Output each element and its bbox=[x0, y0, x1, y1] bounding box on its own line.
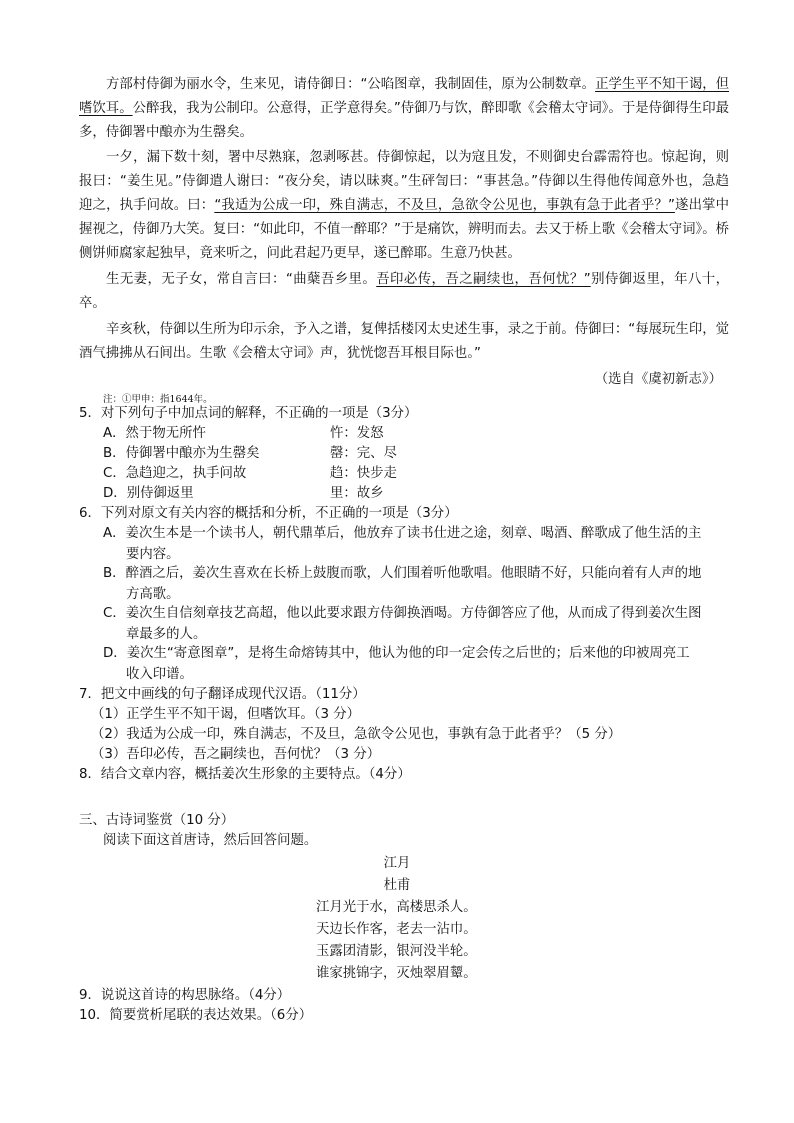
q7-item-1: （1）正学生平不知干谒，但嗜饮耳。（3 分） bbox=[91, 707, 361, 722]
poem-line-3: 玉露团清影，银河没半轮。 bbox=[316, 944, 477, 959]
q5-option-b: B．侍御署中酿亦为生罄矣 bbox=[103, 446, 260, 461]
underlined-sentence-1: 正学生平不知干谒，但嗜饮耳。 bbox=[79, 77, 730, 116]
question-9-stem: 9．说说这首诗的构思脉络。（4分） bbox=[79, 988, 291, 1003]
q6-option-b bbox=[103, 564, 725, 605]
q6-option-c bbox=[103, 604, 725, 645]
option-line: B．醉酒之后，姜次生喜欢在长桥上鼓腹而歌，人们围着听他歌唱。他眼睛不好，只能向着有人声的地 bbox=[103, 566, 702, 581]
option-line: D．姜次生“寄意图章”，是将生命熔铸其中，他认为他的印一定会传之后世的；后来他的印被周亮工 bbox=[103, 646, 690, 661]
option-line: C．姜次生自信刻章技艺高超，他以此要求跟方侍御换酒喝。方侍御答应了他，从而成了得到姜次生图 bbox=[103, 606, 702, 621]
paragraph-text: 方部村侍御为丽水令，生来见，请侍御日：“公啗图章，我制固佳，原为公制数章。 bbox=[106, 77, 596, 92]
paragraph-text: 公醉我，我为公制印。公意得，正学意得矣。”侍御乃与饮，醉即歌《会稽太守词》。于是侍御得生印最多，侍御署中酿亦为生罄矣。 bbox=[79, 101, 729, 140]
footnote: 注：①甲申：指1644年。 bbox=[103, 394, 213, 405]
poem-title: 江月 bbox=[383, 856, 411, 871]
q5-option-a: A．然于物无所忤 bbox=[103, 426, 206, 441]
q5-option-c: C．急趋迎之，执手问故 bbox=[103, 466, 247, 481]
poem-line-4: 谁家挑锦字，灭烛翠眉颦。 bbox=[316, 966, 477, 981]
passage-paragraph-4: 辛亥秋，侍御以生所为印示余，予入之谱，复俾括楼冈太史述生事，录之于前。侍御曰：“每展玩生印，觉酒气拂拂从石间出。生歌《会稽太守词》声，犹恍惚吾耳根目际也。” bbox=[79, 322, 729, 361]
passage-paragraph-1 bbox=[79, 73, 729, 145]
question-6-stem: 6．下列对原文有关内容的概括和分析，不正确的一项是（3分） bbox=[79, 506, 458, 521]
poem-author: 杜甫 bbox=[383, 878, 411, 893]
q5-option-d-gloss: 里：故乡 bbox=[330, 486, 384, 501]
question-8-stem: 8．结合文章内容，概括姜次生形象的主要特点。（4分） bbox=[79, 767, 411, 782]
q7-item-3: （3）吾印必传，吾之嗣续也，吾何忧？（3 分） bbox=[91, 747, 381, 762]
passage-paragraph-2 bbox=[79, 146, 729, 266]
option-line-continued: 要内容。 bbox=[126, 546, 180, 562]
passage-paragraph-3 bbox=[79, 268, 729, 316]
underlined-sentence-2: “我适为公成一印，殊自满志，不及旦，急欲令公见也，事孰有急于此者乎？” bbox=[214, 198, 675, 213]
q5-option-c-gloss: 趋：快步走 bbox=[330, 466, 397, 481]
option-line-continued: 方高歌。 bbox=[126, 586, 180, 602]
paragraph-text: 问此君起乃更早 bbox=[266, 246, 361, 261]
question-7-stem: 7．把文中画线的句子翻译成现代汉语。（11分） bbox=[79, 687, 366, 702]
section-3-heading: 三、古诗词鉴赏（10 分） bbox=[79, 813, 235, 828]
underlined-sentence-3: 吾印必传，吾之嗣续也，吾何忧？” bbox=[376, 272, 591, 287]
paragraph-text: 遂出掌中握视之，侍御乃大笑。复曰：“如此印，不值一醉耶？”于是痛饮，辨明而去。去又于桥上歌《会稽太守词》。桥侧饼师腐家起独早，竟来听之， bbox=[79, 198, 730, 261]
option-line-continued: 收入印谱。 bbox=[126, 666, 193, 682]
question-10-stem: 10．简要赏析尾联的表达效果。（6分） bbox=[79, 1008, 313, 1023]
section-3-instruction: 阅读下面这首唐诗，然后回答问题。 bbox=[103, 833, 318, 848]
question-5-stem: 5．对下列句子中加点词的解释，不正确的一项是（3分） bbox=[79, 406, 418, 421]
poem-line-2: 天边长作客，老去一沾巾。 bbox=[316, 922, 477, 937]
q5-option-d: D．别侍御返里 bbox=[103, 486, 194, 501]
option-line: A．姜次生本是一个读书人，朝代鼎革后，他放弃了读书仕进之途，刻章、喝酒、醉歌成了他生活的主 bbox=[103, 526, 702, 541]
q5-option-b-gloss: 罄：完、尽 bbox=[330, 446, 397, 461]
paragraph-text: 生无妻，无子女，常自言曰：“曲蘖吾乡里。 bbox=[106, 272, 377, 287]
source-citation: （选自《虞初新志》） bbox=[594, 372, 722, 387]
q6-option-a bbox=[103, 524, 725, 565]
q6-option-d bbox=[103, 644, 725, 685]
option-line-continued: 章最多的人。 bbox=[126, 626, 207, 642]
paragraph-text: 一夕，漏下数十刻，署中尽熟寐，忽剥啄甚。侍御惊起，以为寇且发，不则御史台霹需符也。惊起询，则报曰：“姜生见。”侍御遣人谢曰：“夜分矣，请以昧爽。”生砰訇曰：“事甚急。”侍御以生得他传闻意外也，急趋迎之，执手问故。曰： bbox=[79, 150, 729, 213]
paragraph-text: 别侍御返里，年八十，卒。 bbox=[79, 272, 730, 311]
paragraph-text: ，遂已醉耶。生意乃快甚。 bbox=[360, 246, 521, 261]
q7-item-2: （2）我适为公成一印，殊自满志，不及旦，急欲令公见也，事孰有急于此者乎？（5 分） bbox=[91, 727, 622, 742]
q5-option-a-gloss: 忤：发怒 bbox=[330, 426, 384, 441]
poem-line-1: 江月光于水，高楼思杀人。 bbox=[316, 900, 477, 915]
